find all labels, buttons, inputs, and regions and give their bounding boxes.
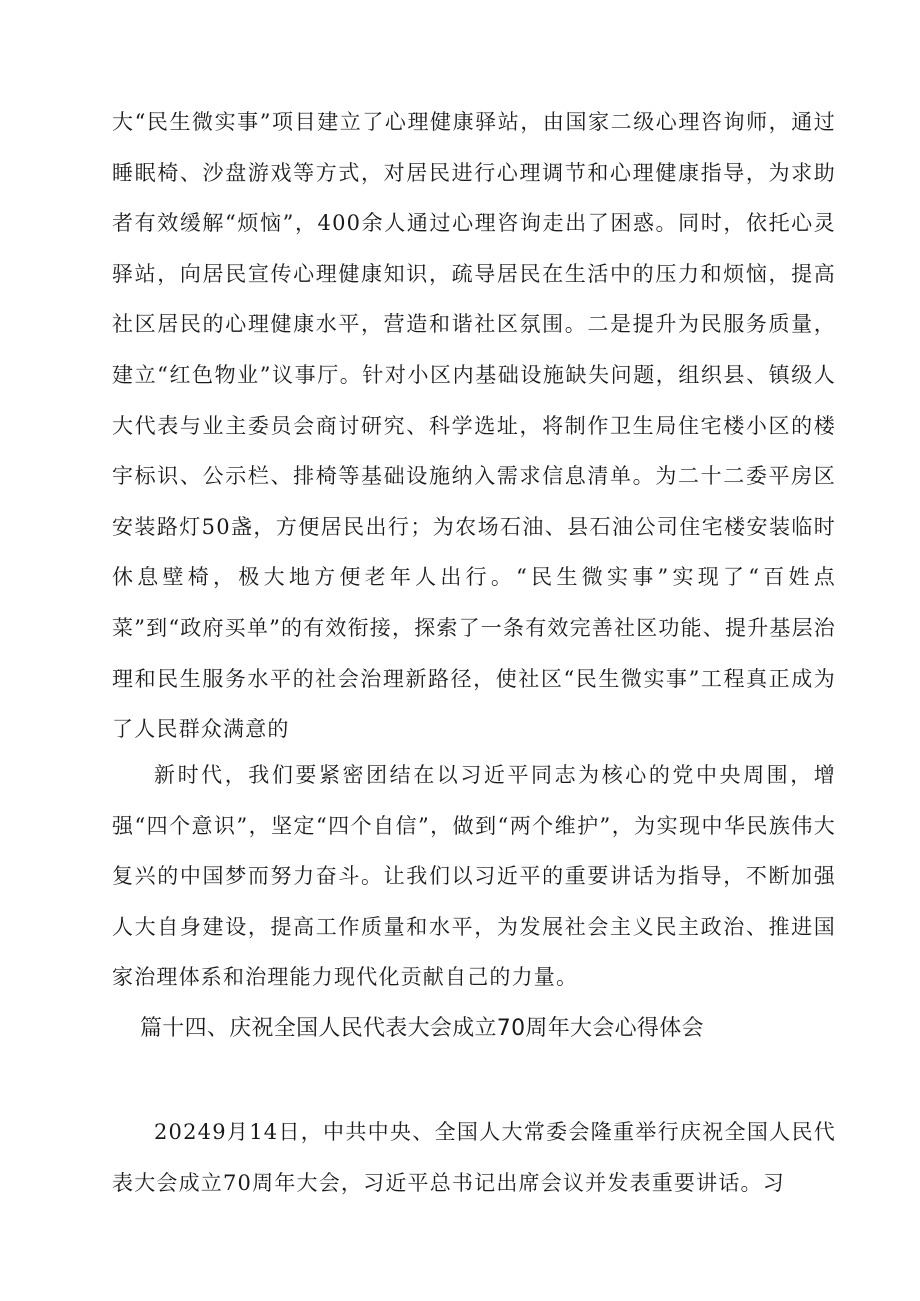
section-heading: 篇十四、庆祝全国人民代表大会成立70周年大会心得体会 <box>140 1016 704 1041</box>
body-paragraph-3: 20249月14日，中共中央、全国人大常委会隆重举行庆祝全国人民代表大会成立70周年大会，习近平总书记出席会议并发表重要讲话。习 <box>112 1120 836 1195</box>
body-paragraph-2: 新时代，我们要紧密团结在以习近平同志为核心的党中央周围，增强“四个意识”，坚定“四个自信”，做到“两个维护”，为实现中华民族伟大复兴的中国梦而努力奋斗。让我们以习近平的重要讲话为指导，不断加强人大自身建设，提高工作质量和水平，为发展社会主义民主政治、推进国家治理体系和治理能力现代化贡献自己的力量。 <box>112 763 836 990</box>
body-paragraph-1: 大“民生微实事”项目建立了心理健康驿站，由国家二级心理咨询师，通过睡眠椅、沙盘游戏等方式，对居民进行心理调节和心理健康指导，为求助者有效缓解“烦恼”，400余人通过心理咨询走出了困惑。同时，依托心灵驿站，向居民宣传心理健康知识，疏导居民在生活中的压力和烦恼，提高社区居民的心理健康水平，营造和谐社区氛围。二是提升为民服务质量，建立“红色物业”议事厅。针对小区内基础设施缺失问题，组织县、镇级人大代表与业主委员会商讨研究、科学选址，将制作卫生局住宅楼小区的楼宇标识、公示栏、排椅等基础设施纳入需求信息清单。为二十二委平房区安装路灯50盏，方便居民出行；为农场石油、县石油公司住宅楼安装临时休息壁椅，极大地方便老年人出行。“民生微实事”实现了“百姓点菜”到“政府买单”的有效衔接，探索了一条有效完善社区功能、提升基层治理和民生服务水平的社会治理新路径，使社区“民生微实事”工程真正成为了人民群众满意的 <box>112 110 837 742</box>
